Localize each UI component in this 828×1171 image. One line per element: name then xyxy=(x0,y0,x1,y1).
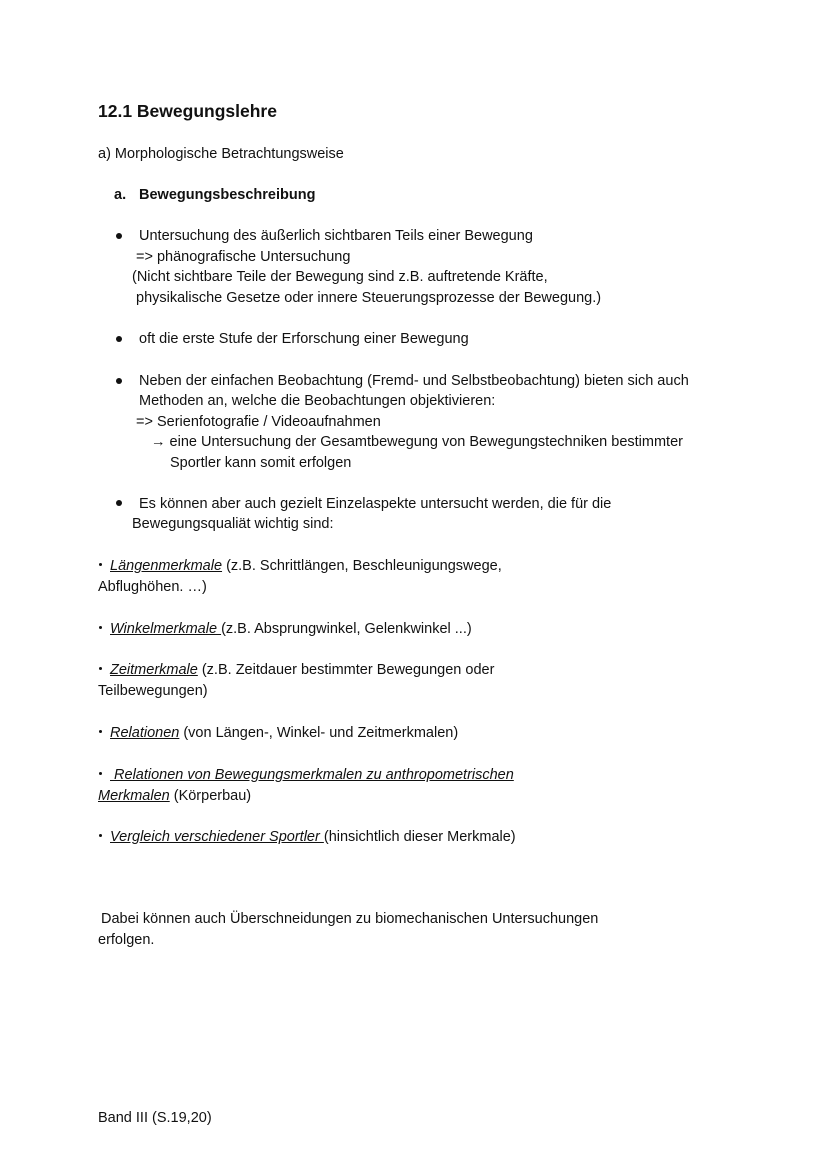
bullet-1-line-4: physikalische Gesetze oder innere Steuerungsprozesse der Bewegung.) xyxy=(136,290,602,306)
bullet-4-line-1: Es können aber auch gezielt Einzelaspekte untersucht werden, die für die xyxy=(139,496,612,512)
feature-detail: (z.B. Schrittlängen, Beschleunigungswege, xyxy=(222,558,502,574)
bullet-3-line-1: Neben der einfachen Beobachtung (Fremd- und Selbstbeobachtung) bieten sich auch xyxy=(139,373,689,389)
feature-term: Zeitmerkmale xyxy=(110,662,198,678)
subheading: a) Morphologische Betrachtungsweise xyxy=(98,146,344,162)
feature-item-anthropometric-cont xyxy=(98,786,251,807)
bullet-3-line-4: → eine Untersuchung der Gesamtbewegung von Bewegungstechniken bestimmter xyxy=(151,434,683,450)
feature-item-length-cont: Abflughöhen. …) xyxy=(98,579,207,595)
feature-item-time-cont: Teilbewegungen) xyxy=(98,683,208,699)
feature-item-length xyxy=(99,556,502,577)
bullet-1-line-1: Untersuchung des äußerlich sichtbaren Teils einer Bewegung xyxy=(139,228,533,244)
feature-term: Relationen von Bewegungsmerkmalen zu anthropometrischen xyxy=(110,767,514,783)
dot-icon xyxy=(99,626,102,629)
page-title: 12.1 Bewegungslehre xyxy=(98,101,277,121)
bullet-2-line-1: oft die erste Stufe der Erforschung einer Bewegung xyxy=(139,331,469,347)
feature-detail: (z.B. Zeitdauer bestimmter Bewegungen oder xyxy=(197,662,495,678)
bullet-3-line-5: Sportler kann somit erfolgen xyxy=(170,455,352,471)
bullet-icon xyxy=(116,500,122,506)
dot-icon xyxy=(99,772,102,775)
bullet-1-line-3: (Nicht sichtbare Teile der Bewegung sind z.B. auftretende Kräfte, xyxy=(132,269,548,285)
feature-item-relations xyxy=(99,723,458,744)
section-title: Bewegungsbeschreibung xyxy=(139,187,316,203)
feature-detail: (Körperbau) xyxy=(169,788,252,804)
closing-line-2: erfolgen. xyxy=(98,932,155,948)
bullet-3-line-3: => Serienfotografie / Videoaufnahmen xyxy=(136,414,381,430)
feature-detail: (z.B. Absprungwinkel, Gelenkwinkel ...) xyxy=(221,621,472,637)
dot-icon xyxy=(99,730,102,733)
feature-item-time xyxy=(99,660,494,681)
feature-item-angle xyxy=(99,619,472,640)
bullet-icon xyxy=(116,336,122,342)
bullet-icon xyxy=(116,233,122,239)
dot-icon xyxy=(99,563,102,566)
bullet-3-line-2: Methoden an, welche die Beobachtungen objektivieren: xyxy=(139,393,496,409)
feature-term: Winkelmerkmale xyxy=(110,621,222,637)
feature-detail: (hinsichtlich dieser Merkmale) xyxy=(323,829,516,845)
feature-detail: (von Längen-, Winkel- und Zeitmerkmalen) xyxy=(179,725,459,741)
feature-term: Vergleich verschiedener Sportler xyxy=(110,829,324,845)
page-footer: Band III (S.19,20) xyxy=(98,1110,212,1126)
section-marker: a. xyxy=(114,187,127,203)
feature-term: Merkmalen xyxy=(98,788,170,804)
closing-line-1: Dabei können auch Überschneidungen zu biomechanischen Untersuchungen xyxy=(101,911,599,927)
feature-item-anthropometric xyxy=(99,765,514,786)
feature-item-comparison xyxy=(99,827,516,848)
bullet-1-line-2: => phänografische Untersuchung xyxy=(136,249,351,265)
dot-icon xyxy=(99,667,102,670)
dot-icon xyxy=(99,834,102,837)
bullet-4-line-2: Bewegungsqualiät wichtig sind: xyxy=(132,516,334,532)
feature-term: Längenmerkmale xyxy=(110,558,223,574)
feature-term: Relationen xyxy=(110,725,180,741)
bullet-icon xyxy=(116,378,122,384)
